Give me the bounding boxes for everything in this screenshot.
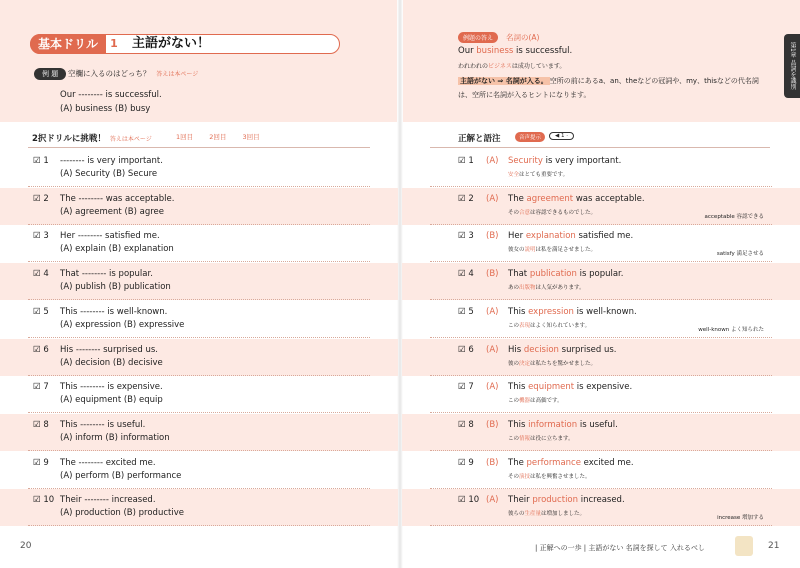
answer-highlight: expression	[528, 306, 574, 317]
drill-title-tag: 基本ドリル	[30, 34, 106, 54]
translation-pre: あの	[508, 285, 520, 292]
translation-pre: 彼らの	[508, 511, 525, 518]
example-sentence: Our -------- is successful.	[60, 90, 162, 100]
translation-highlight: 表現	[519, 322, 531, 329]
question-row	[0, 150, 398, 187]
row-divider	[28, 525, 370, 526]
question-options: (A) decision (B) decisive	[60, 357, 163, 368]
vocab-note: well-known よく知られた	[698, 326, 764, 333]
answer-pre: This	[508, 419, 529, 430]
answer-number[interactable]: ☑ 7	[458, 382, 474, 393]
answer-letter: (A)	[486, 495, 499, 506]
answer-letter: (A)	[486, 193, 499, 204]
question-row	[0, 339, 398, 376]
answer-number[interactable]: ☑ 6	[458, 344, 474, 355]
answer-highlight: equipment	[528, 382, 575, 393]
answer-post: surprised us.	[558, 344, 617, 355]
answer-sentence	[508, 420, 618, 430]
answer-sentence-pre: Our	[458, 46, 477, 56]
translation-pre: 彼女の	[508, 247, 525, 254]
answer-row	[402, 225, 800, 262]
question-options: (A) expression (B) expressive	[60, 319, 185, 330]
answer-translation	[508, 509, 585, 517]
answer-sentence	[508, 382, 632, 392]
answer-post: was acceptable.	[573, 193, 645, 204]
question-number[interactable]: ☑ 3	[33, 231, 49, 242]
round-2[interactable]: 2回目	[209, 133, 227, 141]
answer-pre: The	[508, 193, 527, 204]
question-row	[0, 376, 398, 413]
answer-translation	[508, 434, 574, 442]
answer-sentence	[508, 156, 621, 166]
question-sentence: -------- is very important.	[60, 156, 163, 166]
answer-number[interactable]: ☑ 3	[458, 231, 474, 242]
translation-highlight: 演技	[519, 473, 531, 480]
drill-ref: 答えは本ページ	[109, 136, 152, 143]
answer-post: is useful.	[577, 419, 618, 430]
left-heading-rule	[28, 147, 370, 148]
translation-post: は私を興奮させました。	[530, 473, 591, 480]
translation-highlight: 機器	[519, 398, 531, 405]
question-sentence: The -------- excited me.	[60, 457, 156, 468]
answer-number[interactable]: ☑ 1	[458, 156, 474, 166]
answer-number[interactable]: ☑ 2	[458, 193, 474, 204]
question-options: (A) explain (B) explanation	[60, 244, 174, 255]
answer-pre: This	[508, 382, 529, 393]
answer-pre: That	[508, 269, 530, 280]
answers-heading: 正解と語注	[458, 134, 501, 144]
question-number[interactable]: ☑ 6	[33, 344, 49, 355]
answer-translation	[508, 283, 585, 291]
answer-post: excited me.	[580, 457, 634, 468]
translation-post: は成功しています。	[511, 63, 566, 70]
drill-heading-text: 2択ドリルに挑戦！	[32, 134, 106, 144]
answer-badge: 例題の答え	[458, 32, 498, 43]
answer-row	[402, 376, 800, 413]
translation-highlight: 安全	[508, 172, 520, 178]
translation-highlight: 決定	[519, 360, 531, 367]
answer-row	[402, 414, 800, 451]
question-number[interactable]: ☑ 2	[33, 193, 49, 204]
translation-pre: その	[508, 209, 520, 216]
translation-post: は私たちを驚かせました。	[530, 360, 597, 367]
answer-pre: Her	[508, 231, 526, 242]
question-row	[0, 414, 398, 451]
answer-translation	[508, 321, 590, 329]
answer-translation	[508, 472, 591, 480]
audio-track-icon[interactable]: ◀ 1 ·	[549, 132, 574, 140]
answer-row	[402, 263, 800, 300]
example-question-text: 空欄に入るのはどっち？	[68, 69, 151, 78]
question-sentence: This -------- is expensive.	[60, 382, 163, 393]
answer-row	[402, 188, 800, 225]
question-options: (A) agreement (B) agree	[60, 206, 164, 217]
example-options: (A) business (B) busy	[60, 104, 151, 114]
answer-translation	[508, 396, 563, 404]
answer-translation	[458, 61, 565, 70]
answer-row	[402, 301, 800, 338]
question-options: (A) perform (B) performance	[60, 470, 182, 481]
question-number[interactable]: ☑ 7	[33, 382, 49, 393]
answer-number[interactable]: ☑ 5	[458, 306, 474, 317]
mascot-icon	[735, 536, 753, 556]
answer-sentence	[508, 495, 625, 505]
answer-post: is popular.	[576, 269, 624, 280]
explanation-key: 主語がない ⇒ 名詞が入る。	[460, 77, 548, 85]
question-row	[0, 452, 398, 489]
question-sentence: The -------- was acceptable.	[60, 193, 175, 204]
round-1[interactable]: 1回目	[176, 133, 194, 141]
answer-row	[402, 489, 800, 526]
question-options: (A) Security (B) Secure	[60, 169, 158, 179]
translation-post: はとても重要です。	[519, 172, 569, 178]
question-row	[0, 301, 398, 338]
question-sentence: His -------- surprised us.	[60, 344, 158, 355]
answer-letter: (A)	[486, 156, 499, 166]
answer-pre: Their	[508, 495, 533, 506]
answer-sentence	[508, 307, 637, 317]
answer-letter: (A)	[486, 382, 499, 393]
question-options: (A) production (B) productive	[60, 508, 184, 519]
answer-translation	[508, 359, 596, 367]
question-number[interactable]: ☑ 5	[33, 306, 49, 317]
audio-badge: 音声提示	[515, 132, 545, 142]
example-ref: 答えは本ページ	[156, 71, 199, 78]
answer-letter: (B)	[486, 457, 499, 468]
question-sentence: This -------- is useful.	[60, 419, 146, 430]
translation-post: は私を満足させました。	[535, 247, 597, 254]
answer-highlight: production	[532, 495, 579, 506]
answer-number[interactable]: ☑ 10	[458, 495, 480, 506]
round-3[interactable]: 3回目	[242, 133, 260, 141]
translation-highlight: 情報	[519, 435, 531, 442]
footer-motto: | 正解への一歩 | 主語がない 名詞を探して 入れるべし	[535, 544, 705, 552]
answer-highlight: Security	[508, 156, 543, 166]
explanation	[458, 74, 768, 102]
translation-pre: その	[508, 473, 520, 480]
answer-highlight: performance	[526, 457, 581, 468]
translation-post: はよく知られています。	[530, 322, 591, 329]
answer-highlight: agreement	[526, 193, 574, 204]
translation-highlight: 出版物	[519, 285, 536, 292]
answer-post: satisfied me.	[575, 231, 634, 242]
translation-post: は人気があります。	[535, 285, 585, 292]
vocab-note: satisfy 満足させる	[716, 251, 764, 258]
answer-highlight: information	[528, 419, 578, 430]
answer-translation	[508, 245, 596, 253]
translation-highlight: 生産量	[524, 511, 542, 518]
translation-highlight: ビジネス	[488, 63, 512, 70]
answer-highlight: explanation	[525, 231, 576, 242]
page-number-left: 20	[20, 541, 32, 551]
translation-pre: この	[508, 322, 520, 329]
translation-post: は容認できるものでした。	[530, 209, 597, 216]
question-row	[0, 489, 398, 526]
translation-pre: 彼の	[508, 360, 520, 367]
answer-post: is very important.	[542, 156, 622, 166]
drill-heading	[32, 132, 152, 144]
translation-pre: この	[508, 435, 520, 442]
answer-highlight: decision	[523, 344, 559, 355]
answer-sentence	[508, 345, 616, 355]
example-sentence-block	[60, 88, 162, 116]
answer-row	[402, 339, 800, 376]
vocab-note: increase 増加する	[717, 515, 764, 522]
answer-row	[402, 150, 800, 187]
chapter-side-tab: 第1章 品詞を識別	[784, 34, 800, 98]
answer-letter: (B)	[486, 231, 499, 242]
example-badge: 例 題	[34, 68, 66, 80]
translation-post: は高価です。	[530, 398, 563, 405]
answer-highlight: publication	[529, 269, 577, 280]
drill-number-badge: 1	[106, 36, 122, 52]
question-options: (A) publish (B) publication	[60, 282, 171, 293]
question-row	[0, 263, 398, 300]
answer-sentence-post: is successful.	[513, 46, 573, 56]
answer-number[interactable]: ☑ 9	[458, 457, 474, 468]
example-question	[68, 68, 198, 79]
answer-sentence	[508, 194, 645, 204]
question-number[interactable]: ☑ 1	[33, 156, 49, 166]
translation-post: は役に立ちます。	[530, 435, 574, 442]
answer-pre: This	[508, 306, 529, 317]
answer-letter: (A)	[486, 306, 499, 317]
row-divider	[430, 525, 772, 526]
answer-sentence	[508, 269, 623, 279]
answer-sentence-highlight: business	[476, 46, 514, 56]
answer-number[interactable]: ☑ 4	[458, 269, 474, 280]
drill-title: 主語がない！	[132, 36, 211, 51]
round-checkboxes	[176, 132, 274, 141]
question-number[interactable]: ☑ 4	[33, 269, 49, 280]
translation-highlight: 合意	[519, 209, 531, 216]
question-number[interactable]: ☑ 8	[33, 419, 49, 430]
answer-post: is expensive.	[574, 382, 633, 393]
answer-number[interactable]: ☑ 8	[458, 419, 474, 430]
answer-letter: (B)	[486, 419, 499, 430]
answer-letter: (B)	[486, 269, 499, 280]
answer-sentence	[508, 231, 633, 241]
question-number[interactable]: ☑ 9	[33, 457, 49, 468]
answer-caption: 名詞の(A)	[506, 33, 540, 42]
page-number-right: 21	[768, 541, 780, 551]
translation-pre: この	[508, 398, 520, 405]
question-options: (A) equipment (B) equip	[60, 395, 163, 406]
question-row	[0, 188, 398, 225]
question-sentence: Her -------- satisfied me.	[60, 231, 160, 242]
answer-letter: (A)	[486, 344, 499, 355]
question-row	[0, 225, 398, 262]
translation-pre: われわれの	[458, 63, 489, 70]
question-sentence: Their -------- increased.	[60, 495, 156, 506]
answer-sentence	[458, 46, 572, 56]
explanation-text: 空所の前にあるa、an、theなどの冠詞や、my、thisなどの代名詞は、空所に名詞が入るヒントになります。	[458, 77, 759, 99]
vocab-note: acceptable 容認できる	[704, 213, 764, 220]
answer-translation	[508, 170, 568, 178]
answer-post: increased.	[578, 495, 625, 506]
answer-pre: The	[508, 457, 527, 468]
answer-post: is well-known.	[573, 306, 637, 317]
translation-post: は増加しました。	[541, 511, 586, 518]
question-options: (A) inform (B) information	[60, 432, 170, 443]
question-sentence: This -------- is well-known.	[60, 306, 168, 317]
answer-translation	[508, 208, 596, 216]
answer-pre: His	[508, 344, 524, 355]
right-heading-rule	[430, 147, 770, 148]
answer-sentence	[508, 458, 634, 468]
translation-highlight: 説明	[524, 247, 536, 254]
answer-row	[402, 452, 800, 489]
question-sentence: That -------- is popular.	[60, 269, 153, 280]
question-number[interactable]: ☑ 10	[33, 495, 55, 506]
